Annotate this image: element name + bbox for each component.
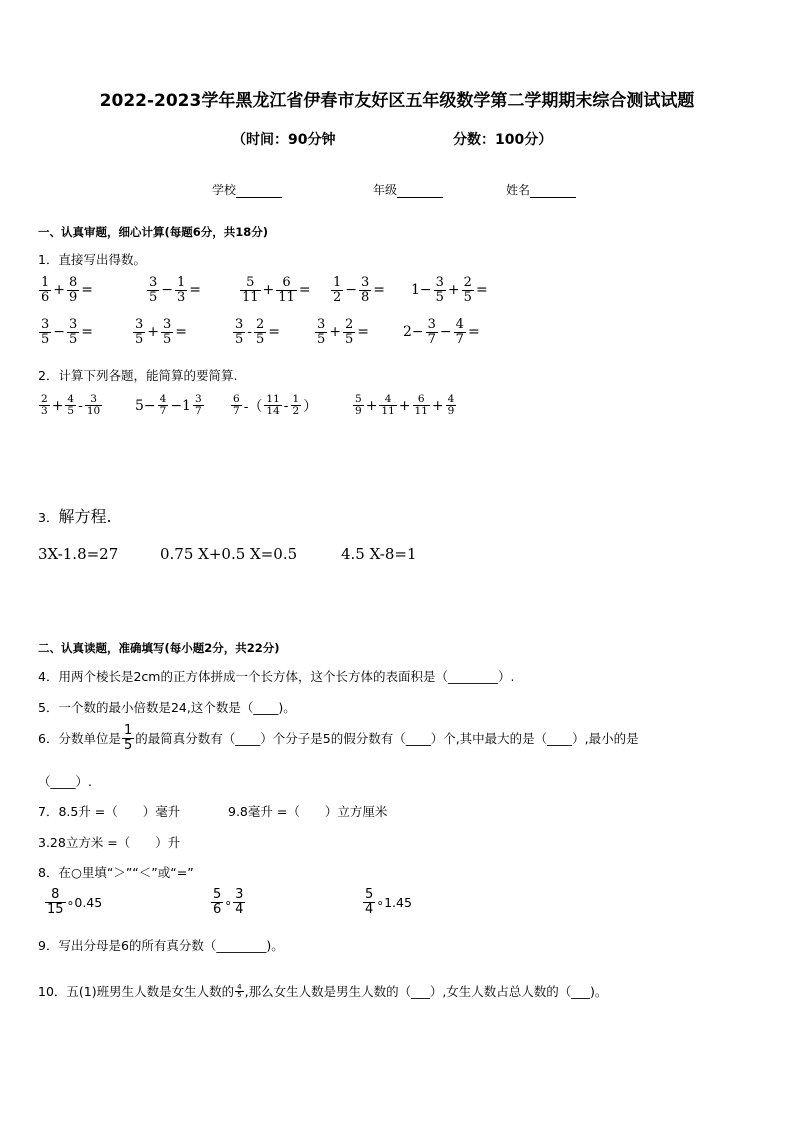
- q9-text: 9．写出分母是6的所有真分数（________)。: [38, 938, 284, 953]
- q8-item-3: $\frac{5}{4}$ ∘ 1.45: [365, 887, 412, 917]
- q5-text: 5．一个数的最小倍数是24,这个数是（____)。: [38, 700, 296, 715]
- q6-text: 6．分数单位是 $\frac{1}{5}$ 的最简真分数有（____）个分子是5的假分数有（____）个,其中最大的是（____）,最小的是: [38, 723, 639, 753]
- name-field: [506, 181, 576, 198]
- page-title: 2022-2023学年黑龙江省伊春市友好区五年级数学第二学期期末综合测试试题: [99, 91, 695, 111]
- compare-circle-icon[interactable]: ∘: [224, 894, 233, 910]
- q2-label: 2．计算下列各题，能简算的要简算.: [38, 368, 238, 383]
- q1-label: 1．直接写出得数。: [38, 252, 146, 267]
- q1-item-7: $\frac{3}{5}$ + $\frac{3}{5}$ =: [135, 317, 188, 347]
- q1-item-8: $\frac{3}{5}$ - $\frac{2}{5}$ =: [235, 317, 281, 347]
- compare-circle-icon[interactable]: ∘: [376, 894, 385, 910]
- q7-part-b: 9.8毫升 =（ ）立方厘米: [228, 804, 388, 819]
- q2-expr-4: $\frac{5}{9}$ + $\frac{4}{11}$ + $\frac{6}{11}$ + $\frac{4}{9}$: [355, 393, 455, 418]
- q2-expr-3: $\frac{6}{7}$ -（ $\frac{11}{14}$ - $\frac{1}{2}$ ）: [233, 393, 318, 418]
- section1-heading: 一、认真审题，细心计算(每题6分，共18分): [38, 225, 269, 239]
- compare-circle-icon[interactable]: ∘: [66, 894, 75, 910]
- name-blank[interactable]: [530, 185, 576, 198]
- school-blank[interactable]: [236, 185, 282, 198]
- q1-item-4: $\frac{1}{2}$ − $\frac{3}{8}$ =: [333, 275, 386, 305]
- grade-blank[interactable]: [397, 185, 443, 198]
- q8-item-2: $\frac{5}{6}$ ∘ $\frac{3}{4}$: [213, 887, 244, 917]
- q2-expr-1: $\frac{2}{3}$ + $\frac{4}{5}$ - $\frac{3}{10}$: [41, 393, 101, 418]
- q1-item-2: $\frac{3}{5}$ − $\frac{1}{3}$ =: [149, 275, 202, 305]
- q3-equation-1: 3X-1.8=27: [38, 545, 119, 563]
- q3-label: 3．解方程.: [38, 507, 112, 526]
- q1-item-9: $\frac{3}{5}$ + $\frac{2}{5}$ =: [317, 317, 370, 347]
- q7-part-a: 7．8.5升 =（ ）毫升: [38, 804, 181, 819]
- q4-text: 4．用两个棱长是2cm的正方体拼成一个长方体，这个长方体的表面积是（________）.: [38, 669, 515, 684]
- q3-equation-2: 0.75 X+0.5 X=0.5: [160, 545, 298, 563]
- q1-item-3: $\frac{5}{11}$ + $\frac{6}{11}$ =: [242, 275, 311, 305]
- q1-item-1: $\frac{1}{6}$ + $\frac{8}{9}$ =: [41, 275, 94, 305]
- exam-score: 分数：100分）: [453, 132, 553, 148]
- q2-expr-2: 5− $\frac{4}{7}$ −1 $\frac{3}{7}$: [135, 393, 202, 418]
- exam-time: （时间：90分钟: [232, 132, 336, 148]
- q3-equation-3: 4.5 X-8=1: [341, 545, 417, 563]
- q1-item-5: 1− $\frac{3}{5}$ + $\frac{2}{5}$ =: [411, 275, 488, 305]
- q1-item-6: $\frac{3}{5}$ − $\frac{3}{5}$ =: [41, 317, 94, 347]
- school-field: [212, 181, 282, 198]
- q7-part-c: 3.28立方米 =（ ）升: [38, 835, 181, 850]
- section2-heading: 二、认真读题，准确填写(每小题2分，共22分): [38, 641, 280, 655]
- name-label: 姓名: [506, 183, 531, 197]
- grade-label: 年级: [373, 183, 398, 197]
- q6-text-line2: （____）.: [38, 774, 92, 789]
- school-label: 学校: [212, 183, 237, 197]
- q8-item-1: $\frac{8}{15}$ ∘ 0.45: [47, 887, 103, 917]
- q1-item-10: 2− $\frac{3}{7}$ − $\frac{4}{7}$ =: [403, 317, 480, 347]
- q10-text: 10．五(1)班男生人数是女生人数的 $\frac{4}{5}$ ,那么女生人数是男生人数的（___）,女生人数占总人数的（___)。: [38, 982, 608, 999]
- grade-field: [373, 181, 443, 198]
- q8-label: 8．在○里填“＞”“＜”或“=”: [38, 865, 194, 880]
